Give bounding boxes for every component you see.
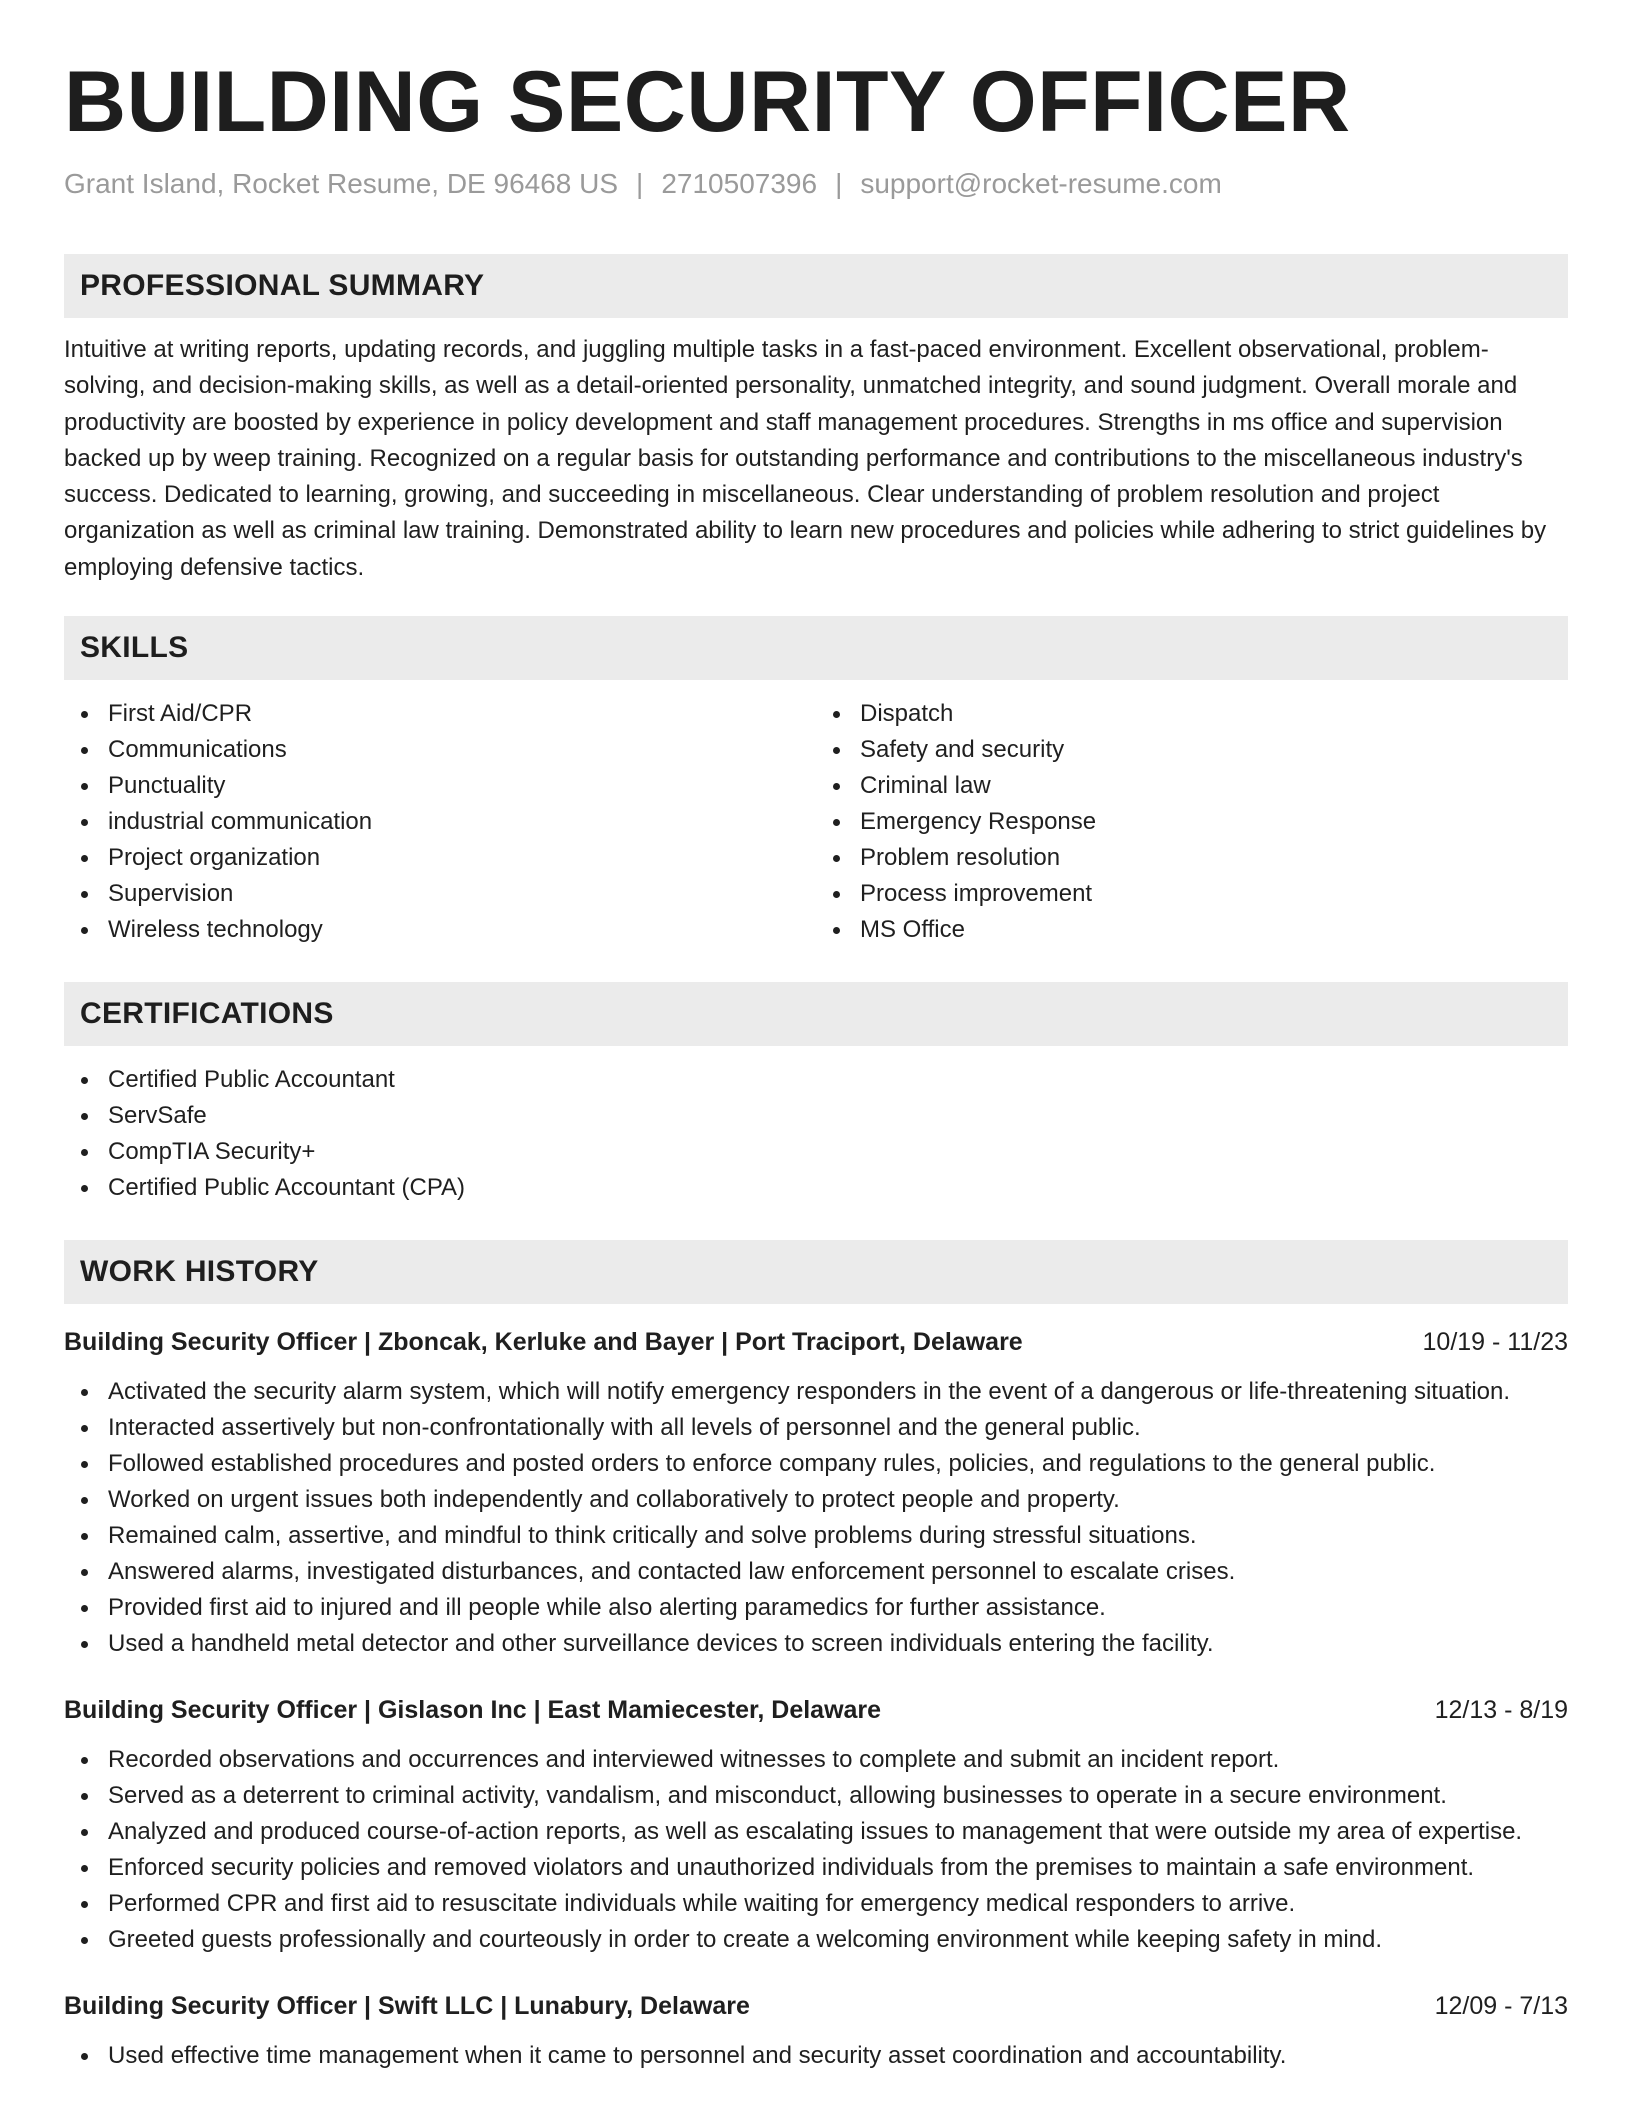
contact-line — [64, 166, 1568, 202]
job-bullet: Recorded observations and occurrences and interviewed witnesses to complete and submit an incident report. — [108, 1742, 1568, 1778]
resume-name: BUILDING SECURITY OFFICER — [64, 54, 1351, 150]
job-bullets — [64, 1742, 1568, 1958]
job-bullet: Worked on urgent issues both independently and collaboratively to protect people and property. — [108, 1482, 1568, 1518]
job-title: Building Security Officer | Swift LLC | Lunabury, Delaware — [64, 1992, 750, 2021]
job-bullet: Greeted guests professionally and courteously in order to create a welcoming environment while keeping safety in mind. — [108, 1922, 1568, 1958]
job-title: Building Security Officer | Gislason Inc | East Mamiecester, Delaware — [64, 1696, 882, 1725]
job-entry — [64, 1692, 1568, 1958]
skill-item: Punctuality — [108, 768, 816, 804]
job-header — [64, 1324, 1568, 1360]
resume-page — [64, 0, 1568, 2074]
certification-item: Certified Public Accountant (CPA) — [108, 1170, 1568, 1206]
job-bullet: Used a handheld metal detector and other surveillance devices to screen individuals entering the facility. — [108, 1626, 1568, 1662]
skill-item: Communications — [108, 732, 816, 768]
skill-item: Emergency Response — [860, 804, 1568, 840]
skill-item: Criminal law — [860, 768, 1568, 804]
skill-item: industrial communication — [108, 804, 816, 840]
contact-phone[interactable]: 2710507396 — [661, 168, 818, 199]
skill-item: Safety and security — [860, 732, 1568, 768]
skill-item: MS Office — [860, 912, 1568, 948]
job-header — [64, 1988, 1568, 2024]
job-bullet: Provided first aid to injured and ill people while also alerting paramedics for further assistance. — [108, 1590, 1568, 1626]
skill-item: Problem resolution — [860, 840, 1568, 876]
job-bullet: Answered alarms, investigated disturbances, and contacted law enforcement personnel to escalate crises. — [108, 1554, 1568, 1590]
job-bullet: Enforced security policies and removed violators and unauthorized individuals from the premises to maintain a safe environment. — [108, 1850, 1568, 1886]
job-bullet: Analyzed and produced course-of-action reports, as well as escalating issues to management that were outside my area of expertise. — [108, 1814, 1568, 1850]
job-bullet: Served as a deterrent to criminal activity, vandalism, and misconduct, allowing businesses to operate in a secure environment. — [108, 1778, 1568, 1814]
job-bullet: Used effective time management when it came to personnel and security asset coordination and accountability. — [108, 2038, 1568, 2074]
job-header — [64, 1692, 1568, 1728]
job-bullet: Interacted assertively but non-confrontationally with all levels of personnel and the general public. — [108, 1410, 1568, 1446]
skill-item: Supervision — [108, 876, 816, 912]
job-dates: 10/19 - 11/23 — [1422, 1328, 1568, 1357]
job-entry — [64, 1988, 1568, 2074]
skill-item: Project organization — [108, 840, 816, 876]
skills-column-left — [64, 696, 816, 948]
job-bullet: Followed established procedures and posted orders to enforce company rules, policies, and regulations to the general public. — [108, 1446, 1568, 1482]
job-bullets — [64, 2038, 1568, 2074]
job-entry — [64, 1324, 1568, 1662]
job-bullet: Activated the security alarm system, which will notify emergency responders in the event of a dangerous or life-threatening situation. — [108, 1374, 1568, 1410]
job-bullet: Remained calm, assertive, and mindful to think critically and solve problems during stressful situations. — [108, 1518, 1568, 1554]
certification-item: CompTIA Security+ — [108, 1134, 1568, 1170]
job-bullets — [64, 1374, 1568, 1662]
skill-item: Dispatch — [860, 696, 1568, 732]
section-heading-skills: SKILLS — [64, 616, 1568, 680]
certification-item: Certified Public Accountant — [108, 1062, 1568, 1098]
skill-item: Wireless technology — [108, 912, 816, 948]
skills-column-right — [816, 696, 1568, 948]
certification-item: ServSafe — [108, 1098, 1568, 1134]
skills-grid — [64, 696, 1568, 948]
contact-separator: | — [636, 168, 644, 199]
contact-email[interactable]: support@rocket-resume.com — [860, 168, 1222, 199]
certifications-list — [64, 1062, 1568, 1206]
skill-item: First Aid/CPR — [108, 696, 816, 732]
job-title: Building Security Officer | Zboncak, Kerluke and Bayer | Port Traciport, Delaware — [64, 1328, 1023, 1357]
contact-address: Grant Island, Rocket Resume, DE 96468 US — [64, 168, 619, 199]
section-heading-certifications: CERTIFICATIONS — [64, 982, 1568, 1046]
job-dates: 12/13 - 8/19 — [1434, 1696, 1568, 1725]
job-bullet: Performed CPR and first aid to resuscitate individuals while waiting for emergency medical responders to arrive. — [108, 1886, 1568, 1922]
summary-text: Intuitive at writing reports, updating records, and juggling multiple tasks in a fast-paced environment. Excellent observational, problem-solving, and decision-making skills, as well as a detail-oriented personality, unmatched integrity, and sound judgment. Overall morale and productivity are boosted by experience in policy development and staff management procedures. Strengths in ms office and supervision backed up by weep training. Recognized on a regular basis for outstanding performance and contributions to the miscellaneous industry's success. Dedicated to learning, growing, and succeeding in miscellaneous. Clear understanding of problem resolution and project organization as well as criminal law training. Demonstrated ability to learn new procedures and policies while adhering to strict guidelines by employing defensive tactics. — [64, 336, 1547, 581]
contact-separator: | — [835, 168, 843, 199]
section-heading-summary: PROFESSIONAL SUMMARY — [64, 254, 1568, 318]
skill-item: Process improvement — [860, 876, 1568, 912]
job-dates: 12/09 - 7/13 — [1434, 1992, 1568, 2021]
section-heading-work-history: WORK HISTORY — [64, 1240, 1568, 1304]
